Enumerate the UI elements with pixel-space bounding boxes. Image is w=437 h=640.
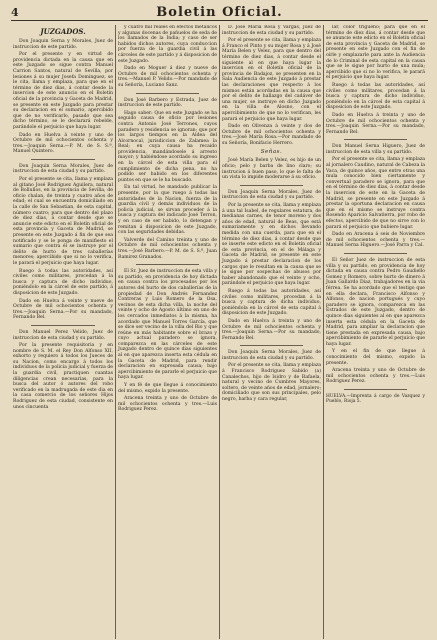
notice-divider (344, 389, 407, 390)
court-notice (13, 39, 113, 155)
notice-paragraph: Dado en Huelva á veinte y nueve de Octubre de mil ochocientos ochenta y tres.—Joaquin Serna.—Por su mandado, Fernando Bel. (13, 298, 113, 321)
notice-paragraph: Dado en Huelva á treinta y uno de Octubre de mil ochocientos ochenta y tres.—Joaquin Serna.—Por su mandado, Fernando Bel. (222, 318, 321, 341)
notice-divider (136, 93, 199, 94)
notice-paragraph: Dado en Huelva á veinte y uno de Octubre de mil ochocientos ochenta y tres.—Joaquin Serna.—P. M. de S. S.ª, Manuel Quintero. (13, 132, 113, 155)
notice-paragraph: Ruego á todas las autoridades, así civiles como militares, procedan á la busca y captura de dicho individuo, poniéndolo en la cárcel de este partido, á disposicion de este Juzgado. (13, 268, 113, 296)
notice-divider (344, 139, 407, 140)
notice-paragraph: Por la presente se cita, llama y emplaza á una tal Isabel, de regulares estatura, de medianas carnes, de tenor moreno y dos años de edad, natural de Beas, que está sumariamente y en dichos llevando medida con una cuerda, para que en el término de diez dias, á contar desde que se inserte este edicto en el Boletín oficial de esta provincia, en el de Málaga y Gaceta de Madrid, se presente en este Juzgado á prestar declaracion de los cargos que le resultan en la causa que se le sigue por sospechas de abusos por haber abandonado que el veinte y ocho, parándole el perjuicio que haya lugar. (222, 203, 321, 287)
notice-paragraph: El Sr. Juez de instruccion de esta villa y su partido, en providencia de hoy dictada en causa contra los procesados por los autores del hurto de dos caballerías de la propiedad de Don Andrés Fernandez Contreras y Luis Romero de la Osa, vecinos de esta dicha villa, la noche del veinte y ocho de Agosto último en uno de los cercados inmediatos á la misma, ha acordado que Manuel Torres García, que se dice ser vecino de la villa del Rio y que reúne en más habitante sobre el brazo y cuyo actual paradero se ignora, comparezca en las cárceles de este Juzgado dentro de quince dias siguientes al en que aparezca inserta esta cédula en la Gaceta de Madrid, para rendir declaracion en expresada causa; bajo apercibimiento de pararle el perjuicio que haya lugar. (118, 269, 217, 381)
section-heading: JUZGADOS. (40, 27, 86, 36)
notice-paragraph: En tal virtud, he mandado publicar la presente, por la que ruego á todas las autoridades de la Nacion, fuerza de la guardia civil y demás individuos de la policía judicial, se sirvan proceder á la busca y captura del indicado José Terron, y en caso de ser habido, lo detengan y remitan á disposicion de este Juzgado, con las seguridades debidas. (118, 185, 217, 236)
court-notice (118, 269, 217, 413)
notice-paragraph: El Señor Juez de instruccion de esta villa y su partido, en providencia de hoy dictada en causa contra Pedro Gaudiello Gomez y Romero, sobre hurto de dinero á Juan Gallardo Diaz, trabajadores en la via férrea. Se ha acordado que el testigo que en ella declara, Francisco Alfonso y Alfonso, de nacion portugués y cuyo paradero se ignora, comparezca en las Estrados de este Juzgado, dentro de quince dias siguientes al en que aparezca inserta esta cédula en la Gaceta de Madrid, para ampliar la declaracion que tiene prestada en expresada causa, bajo apercibimiento de pararle el perjuicio que haya lugar. (326, 257, 425, 347)
court-notice (222, 25, 321, 146)
notice-paragraph: D. José María Rosa y Vargas, Juez de instruccion de esta ciudad y su partido. (222, 25, 321, 36)
columns (11, 25, 428, 639)
notice-paragraph: Dado en Olivenza á veinte y dos de Octubre de mil ochocientos ochenta y tres.—José María Rosa.—Por mandado de su Señoría, Bonifacio Herrero. (222, 124, 321, 146)
court-notice (13, 330, 113, 410)
subsection-heading: Señas. (260, 149, 283, 156)
masthead-title: Boletin Oficial. (156, 4, 283, 20)
notice-paragraph: Don Joaquin Serna Morales, Juez de instruccion de esta ciudad y su partido. (13, 163, 113, 175)
court-notice (326, 25, 425, 135)
notice-paragraph: Don José Barbero y Estrada, Juez de instruccion de este partido. (118, 97, 217, 109)
notice-divider (240, 185, 303, 186)
court-notice (326, 144, 425, 249)
notice-paragraph: Ruego á todas las autoridades, así civiles como militares, procedan á la busca y captura de dicha individuo, poniéndola en la cárcel de esta capital á disposicion de este Juzgado. (222, 288, 321, 317)
notice-paragraph: Dado en Huelva á treinta y uno de Octubre de mil ochocientos ochenta y tres.—Joaquin Serna.—Por su mandado, Fernando Bel. (326, 112, 425, 135)
notice-paragraph: Valverde del Camino treinta y uno de Octubre de mil ochocientos ochenta y tres.—José Barbero.—P. M. de S. S.ª, Juan Ramirez Granados. (118, 237, 217, 260)
column-1 (11, 25, 115, 639)
notice-paragraph: Y en fé de que llegue á conocimiento del mismo, expido la presente. (118, 383, 217, 394)
notice-paragraph: Don Joaquin Serna Morales, Juez de instruccion de esta ciudad y su partido. (222, 350, 321, 361)
notice-paragraph: Por el presente y en virtud de providencia dictada en la causa que en este Juzgado se sigue contra Manuel Carrion Santos, natural de Sevilla, por lesiones á su mujer Josefa Dominguez, se le cita, llama y emplaza, para que en el término de diez dias, á contar desde la insercion de este anuncio en el Boletín oficial de la provincia y Gaceta de Madrid, se presente en este Juzgado para prestar su declaracion en el sumario, apercibido que de no verificarlo, pasado que sea dicho término, se le declarará rebelde, parándole el perjuicio que haya lugar. (13, 52, 113, 130)
notice-paragraph: Por la presente requisitoria y en nombre de S. M. el Rey Don Alfonso XII, exhorto y requiero á todos los Jueces de su Nacion, como encargo á todos los individuos de la policía judicial y fuerza de la guardia civil, practiquen cuantas diligencias crean necesarias, para la busca del autor ó autores del robo verificado en la madrugada de este dia en la casa comercio de los señores Hijos Rodriguez de esta ciudad, consistente en unos cincuenta (13, 343, 113, 410)
notice-paragraph: Don Joaquin Serna y Morales, Juez de instruccion de este partido. (13, 39, 113, 50)
notice-paragraph: Aracena treinta y uno de Octubre de mil ochocientos ochenta y tres.—Luis Rodriguez Perez. (326, 368, 425, 385)
notice-divider (31, 159, 95, 160)
notice-paragraph: Por el presente se cita, llama y emplaza al jornalero Caudino, natural de Cabeza la Vaca, de quince años, que entre otras una mula conocido bien ciertamente y convertual paradero se ignora, para que en el término de diez dias, á contar desde la insercion de este en la Gaceta de Madrid, se presente en este Juzgado á prestar la oportuna declaracion en causa que en el mismo se instruye contra Rosendo Aparicio Salvatierra, por robo de efectos, apercibido de que no sirve con lo parará el perjuicio que hubiere lugar. (326, 157, 425, 230)
column-3 (219, 25, 323, 639)
court-notice (222, 158, 321, 180)
notice-divider (136, 264, 199, 265)
notice-paragraph: José María Belen y Velez, es hijo de un oficio; pelo y barba de lino claro; su instrucion á buen paso, lo que le falta de un vista lo impide moderarse á su oficio. (222, 158, 321, 181)
printer-imprint: HUELVA.—Imprenta á cargo de Vazquez y Pueblo, Rioja 5. (326, 394, 425, 405)
court-notice (118, 98, 217, 261)
notice-paragraph: y cuatro mil reales en efectos metálicos y algunas docenas de pañuelos de seda de los llamados de la India; y caso de ser habidos dichos autores, cuya conduccion por fuerza de la guardia civil á las cárceles de este partido y á disposicion de este Juzgado. (118, 25, 217, 64)
notice-paragraph: Don Joaquin Serna Morales, Juez de instruccion de esta ciudad y su partido. (222, 189, 321, 201)
court-notice (222, 350, 321, 402)
notice-paragraph: Don Manuel Serna Higuero, Juez de instruccion de esta villa y su partido. (326, 144, 425, 155)
notice-paragraph: Dado en Moguer á diez y nueve de Octubre de mil ochocientos ochenta y tres.—Manuel P. Velido.—Por mandado de su Señoría, Luciano Sanz. (118, 66, 217, 88)
notice-paragraph: lar, color trigueño; para que en el término de diez dias, á contar desde que se anuncie este edicto en el Boletín oficial de esta provincia y Gaceta de Madrid, se presente en este Juzgado con el fin de oírle y emplazarle para ante la Audiencia de lo Criminal de esta capital en la causa que se le sigue por hurto de una mula; apercibido que si no lo verifica, le parará el perjuicio que haya lugar. (326, 25, 425, 81)
notice-paragraph: Por el presente se cita, llama y emplaza á Francisco Rodriguez Sabido (a) Canalechos, hijo de Isidro y de Rafaela, natural y vecino de Cumbres Mayores, soltero, de veinte años de edad, jornalero; domiciliado que son sus principales, pelo negro, barba y cara regular, (222, 363, 321, 403)
page-header (11, 4, 428, 21)
notice-divider (31, 325, 95, 326)
court-notice (326, 258, 425, 385)
page-number: 4 (11, 5, 19, 19)
notice-paragraph: Ruego á todas las autoridades, así civiles como militares, procedan á la busca y captura de dicho individuo, poniéndolo en la cárcel de esta capital á disposicion de este Juzgado. (326, 82, 425, 111)
notice-paragraph: Don Manuel Perez Velido, Juez de instruccion de esta ciudad y su partido. (13, 329, 113, 341)
notice-paragraph: Por el presente se cita, llama y emplaza al gitano José Rodriguez Aguilera, natural de Bollullos, en la provincia de Sevilla, de oficio chalan, de treinta y cuatro años de edad; el cual se encuentra domiciliado en la calle de San Sebastian, de esta capital, número cuatro; para que dentro del plazo de diez dias, á contar desde que se anuncie este edicto en el Boletín oficial de esta provincia y Gaceta de Madrid, se presente en este Juzgado á fin de que sea notificado y se le ponga de manifiesto el sumario que contra él se instruye por el delito de hurto de tres caballerías menores; apercibido que si no lo verifica, le parará el perjuicio que haya lugar. (13, 177, 113, 266)
column-4 (323, 25, 427, 639)
notice-paragraph: Por el presente se cita, llama y emplaza á Franco el Pinto y su mujer Rosa y á José María Belen y Velez, para que dentro del término de diez dias, á contar desde el siguiente al en que haya lugar la insercion en el Boletín oficial de la provincia de Badajoz, se presenten en la Sala Audiencia de este Juzgado á prestar las declaraciones que respecto á los mismos están acordadas en la causa que por el delito de hallazgo del cadáver de una mujer, se instruye en dicho Juzgado en la villa de Alosno, con el apercibimiento de que no lo verifican, les parará el perjuicio que haya lugar. (222, 38, 321, 122)
notice-paragraph: Dado en Aracena á seis de Noviembre de mil ochocientos ochenta y tres.—Manuel Serna Higuero.—José Parra y Cal. (326, 232, 425, 249)
notice-divider (240, 345, 303, 346)
column-2 (115, 25, 219, 639)
notice-paragraph: Hago saber: Que en este Juzgado se ha seguido causa de oficio por lesiones contra Antonio José Terrones, cuyos paradero y residencia se ignoran; que por los largos tiempos en la Aldea del Alcornocal, jurisdiccion de Zalamea la Real; en cuya causa ha recaido providencia, mandándosele á arresto mayor; y habiéndose acordado su ingreso en la cárcel de esta villa para el cumplimiento de dicha pena, no ha podido ser habido en los diferentes puntos en que se le ha buscado. (118, 110, 217, 183)
notice-divider (344, 253, 407, 254)
court-notice (222, 190, 321, 341)
notice-paragraph: Y en el fin de que llegue á conocimiento del mismo, expido la presente. (326, 349, 425, 366)
court-notice (118, 25, 217, 89)
notice-paragraph: Aracena treinta y uno de Octubre de mil ochocientos ochenta y tres.—Luis Rodriguez Perez. (118, 396, 217, 413)
court-notice (13, 164, 113, 321)
